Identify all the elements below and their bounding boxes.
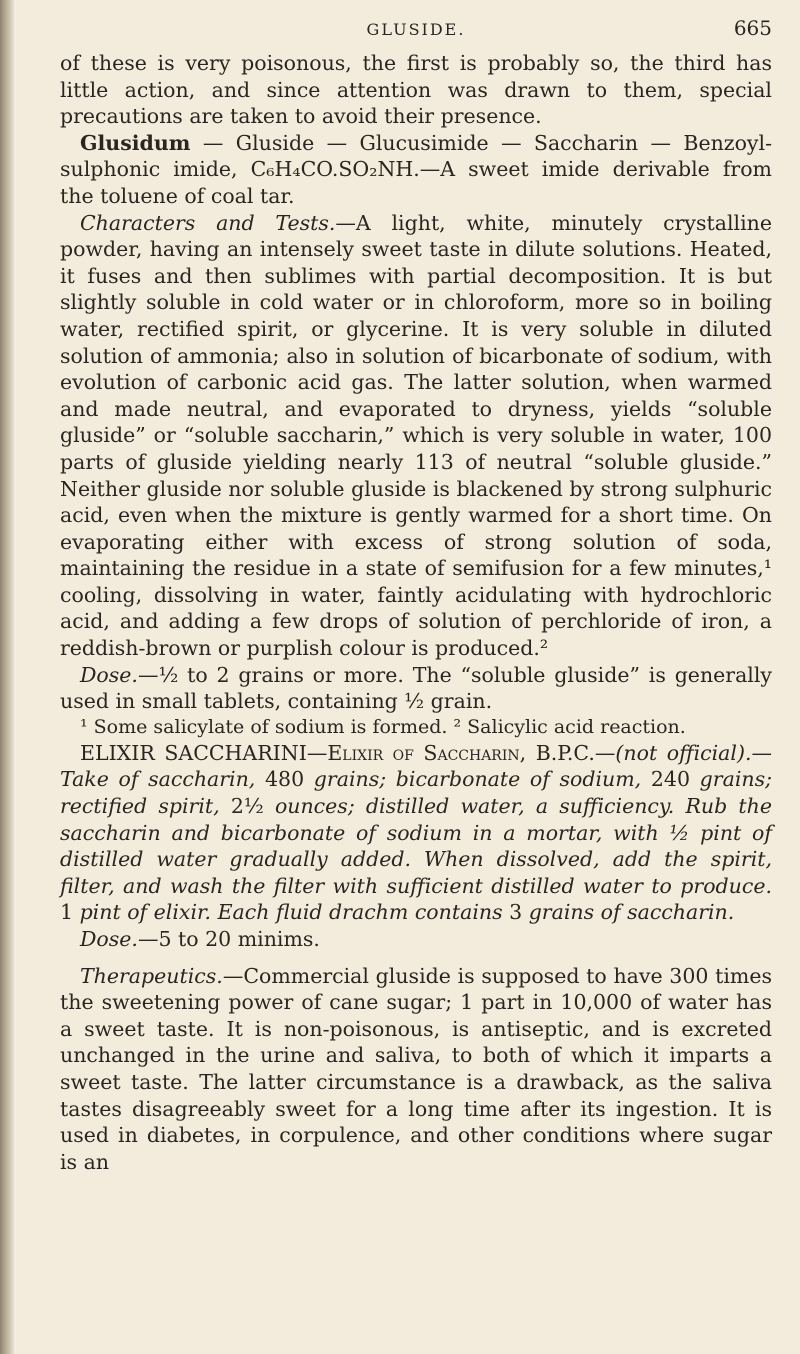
paragraph-text: of these is very poisonous, the first is probably so, the third has little action, and since attention was drawn to them, special precautions are taken to avoid their presence.	[60, 51, 772, 129]
paragraph-text: B.P.C.—	[526, 740, 616, 765]
running-head-title: GLUSIDE.	[366, 20, 466, 39]
paragraph-text: 1	[60, 900, 80, 925]
paragraph-text: —A light, white, minutely crystalline powder, having an intensely sweet taste in dilute solutions. Heated, it fuses and then sublimes with partial decomposition. It is but slightly soluble in cold water or in chloroform, more so in boiling water, rectified spirit, or glycerine. It is very soluble in diluted solution of ammonia; also in solution of bicarbonate of sodium, with evolution of carbonic acid gas. The latter solution, when warmed and made neutral, and evaporated to dryness, yields “soluble gluside” or “soluble saccharin,” which is very soluble in water, 100 parts of gluside yielding nearly 113 of neutral “soluble gluside.” Neither gluside nor soluble gluside is blackened by strong sulphuric acid, even when the mixture is gently warmed for a short time. On evaporating either with excess of strong solution of soda, maintaining the residue in a state of semifusion for a few minutes,¹ cooling, dissolving in water, faintly acidulating with hydrochloric acid, and adding a few drops of solution of perchloride of iron, a reddish-brown or purplish colour is produced.²	[60, 210, 772, 661]
entry-heading: Glusidum	[80, 130, 191, 155]
paragraph-text: grains; bicarbonate of sodium,	[313, 767, 642, 792]
paragraph-text: —5 to 20 minims.	[137, 927, 320, 951]
paragraph-text: —Commercial gluside is supposed to have 300 times the sweetening power of cane sugar; 1 part in 10,000 of water has a sweet taste. It is non-poisonous, is antiseptic, and is excreted unchanged in the urine and saliva, to both of which it imparts a sweet taste. The latter circumstance is a drawback, as the saliva tastes disagreeably sweet for a long time after its ingestion. It is used in diabetes, in corpulence, and other conditions where sugar is an	[60, 963, 772, 1174]
paragraph-continuation	[60, 50, 772, 130]
paragraph-text: — Gluside — Glucusimide — Saccharin — Benzoyl-sulphonic imide, C₆H₄CO.SO₂NH.—A sweet imide derivable from the toluene of coal tar.	[60, 130, 772, 208]
paragraph-dose	[60, 662, 772, 715]
paragraph-text: grains of saccharin.	[528, 900, 735, 925]
book-gutter-shadow	[0, 0, 14, 1354]
paragraph-text: 2½	[219, 794, 275, 819]
paragraph-text: ounces; distilled water, a sufficiency. Rub the saccharin and bicarbonate of sodium in a mortar, with ½ pint of distilled water gradually added. When dissolved, add the spirit, filter, and wash the filter with sufficient distilled water to produce.	[60, 794, 772, 898]
section-heading: Dose.	[80, 662, 138, 687]
running-head	[60, 0, 772, 50]
section-heading: Therapeutics.	[80, 963, 223, 988]
section-heading: Dose.	[80, 927, 138, 951]
paragraph-text: 480	[255, 767, 314, 792]
paragraph-text: grains; rectified spirit,	[60, 767, 773, 819]
paragraph-text: 3	[502, 900, 529, 925]
entry-heading: ELIXIR SACCHARINI	[80, 740, 307, 765]
book-page	[60, 0, 772, 1175]
paragraph-dose-elixir	[60, 926, 772, 953]
section-heading: Characters and Tests.	[80, 210, 336, 235]
paragraph-text: pint of elixir. Each fluid drachm contains	[79, 900, 503, 925]
page-number: 665	[733, 16, 772, 40]
paragraph-characters-tests	[60, 210, 772, 662]
entry-subheading: —Elixir of Saccharin,	[306, 740, 527, 765]
paragraph-therapeutics	[60, 963, 772, 1176]
paragraph-text: —½ to 2 grains or more. The “soluble gluside” is generally used in small tablets, containing ½ grain.	[60, 662, 772, 714]
paragraph-glusidum	[60, 130, 772, 210]
paragraph-elixir	[60, 740, 772, 926]
paragraph-text: 240	[641, 767, 700, 792]
footnotes	[60, 715, 772, 740]
paragraph-text: (not official).—Take of saccharin,	[60, 740, 772, 792]
footnote-text: ¹ Some salicylate of sodium is formed. ² Salicylic acid reaction.	[80, 715, 686, 738]
